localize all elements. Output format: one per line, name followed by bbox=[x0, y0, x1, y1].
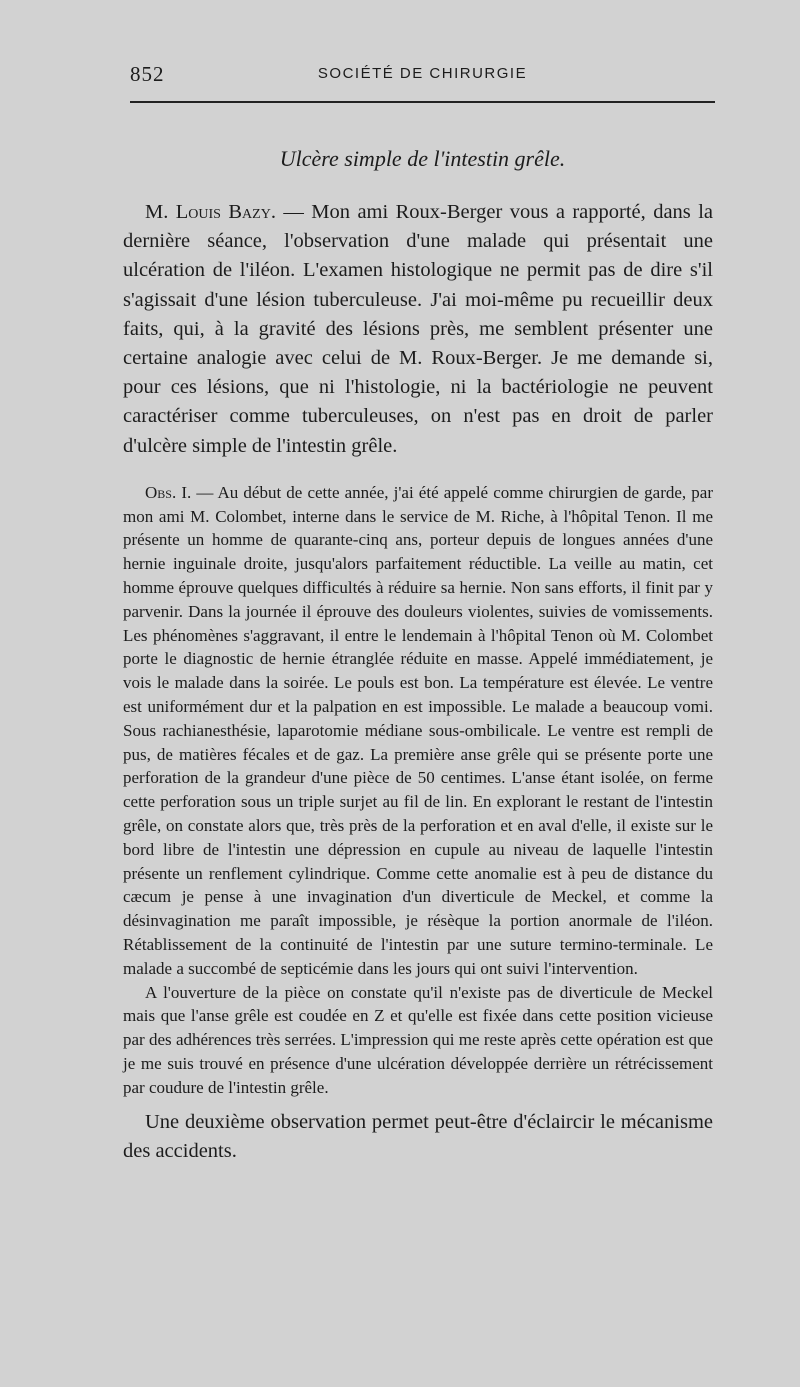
page-number: 852 bbox=[130, 62, 165, 86]
page-body bbox=[123, 198, 713, 1166]
closing-paragraph: Une deuxième observation permet peut-être d'éclaircir le mécanisme des accidents. bbox=[123, 1110, 713, 1162]
intro-paragraph bbox=[123, 198, 713, 461]
speaker-name: M. Louis Bazy. bbox=[145, 201, 276, 223]
intro-text: — Mon ami Roux-Berger vous a rapporté, dans la dernière séance, l'observation d'une malade qui présentait une ulcération de l'iléon. L'examen histologique ne permit pas de dire s'il s'agissait d'une lésion tuberculeuse. J'ai moi-même pu recueillir deux faits, qui, à la gravité des lésions près, me semblent présenter une certaine analogie avec celui de M. Roux-Berger. Je me demande si, pour ces lésions, que ni l'histologie, ni la bactériologie ne peuvent caractériser comme tuberculeuses, on n'est pas en droit de parler d'ulcère simple de l'intestin grêle. bbox=[123, 201, 713, 457]
page-header bbox=[130, 62, 715, 88]
observation-label: Obs. I. bbox=[145, 482, 192, 502]
running-head: SOCIÉTÉ DE CHIRURGIE bbox=[317, 65, 528, 82]
section-title: Ulcère simple de l'intestin grêle. bbox=[279, 146, 566, 171]
observation-followup: A l'ouverture de la pièce on constate qu'il n'existe pas de diverticule de Meckel mais que l'anse grêle est coudée en Z et qu'elle est fixée dans cette position vicieuse par des adhérences très serrées. L'impression qui me reste après cette opération est que je me suis trouvé en présence d'une ulcération développée derrière un rétrécissement par coudure de l'intestin grêle. bbox=[123, 982, 713, 1097]
header-rule bbox=[130, 101, 715, 103]
observation-paragraph bbox=[123, 481, 713, 981]
observation-text: — Au début de cette année, j'ai été appelé comme chirurgien de garde, par mon ami M. Colombet, interne dans le service de M. Riche, à l'hôpital Tenon. Il me présente un homme de quarante-cinq ans, porteur depuis de longues années d'une hernie inguinale droite, jusqu'alors parfaitement réductible. La veille au matin, cet homme éprouve quelques difficultés à réduire sa hernie. Non sans efforts, il finit par y parvenir. Dans la journée il éprouve des douleurs violentes, suivies de vomissements. Les phénomènes s'aggravant, il entre le lendemain à l'hôpital Tenon où M. Colombet porte le diagnostic de hernie étranglée réduite en masse. Appelé immédiatement, je vois le malade dans la soirée. Le pouls est bon. La température est élevée. Le ventre est uniformément dur et la palpation en est impossible. Le malade a beaucoup vomi. Sous rachianesthésie, laparotomie médiane sous-ombilicale. Le ventre est rempli de pus, de matières fécales et de gaz. La première anse grêle qui se présente porte une perforation de la grandeur d'une pièce de 50 centimes. L'anse étant isolée, on ferme cette perforation sous un triple surjet au fil de lin. En explorant le restant de l'intestin grêle, on constate alors que, très près de la perforation et en aval d'elle, il existe sur le bord libre de l'intestin une dépression en cupule au niveau de laquelle l'intestin présente un renflement cylindrique. Comme cette anomalie est à peu de distance du cæcum je pense à une invagination d'un diverticule de Meckel, et comme la désinvagination me paraît impossible, je résèque la portion anormale de l'iléon. Rétablissement de la continuité de l'intestin par une suture termino-terminale. Le malade a succombé de septicémie dans les jours qui ont suivi l'intervention. bbox=[123, 482, 713, 978]
